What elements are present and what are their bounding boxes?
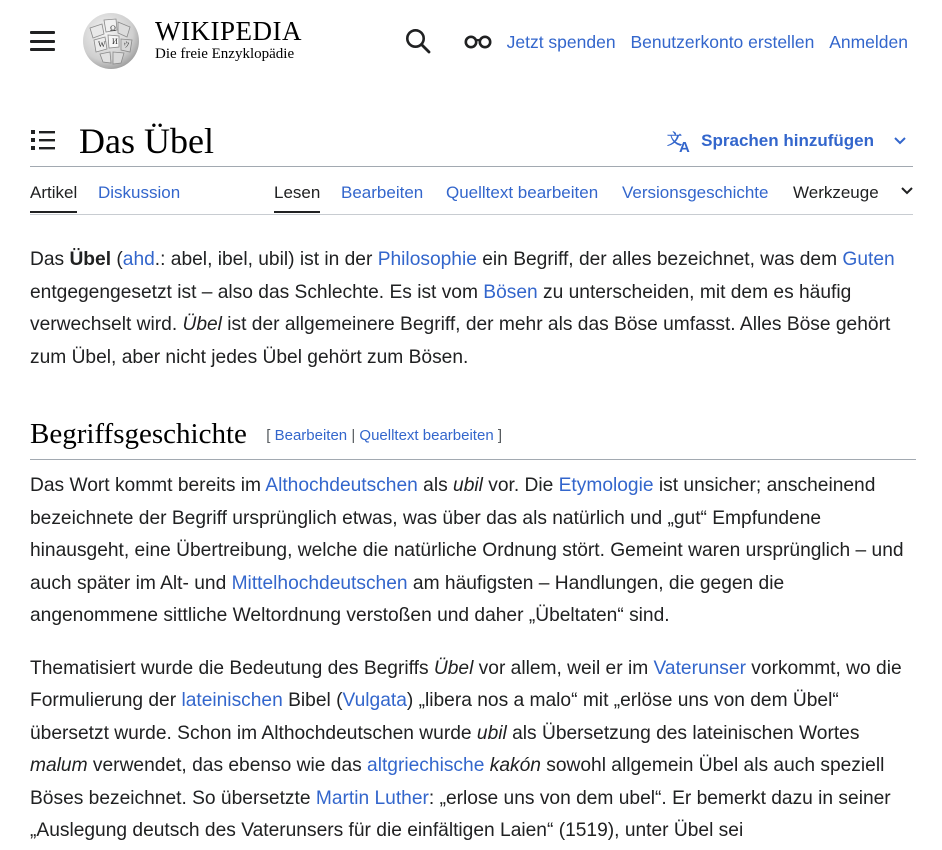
link-mittelhochdeutschen[interactable]: Mittelhochdeutschen [231, 572, 408, 594]
link-altgriechische[interactable]: altgriechische [367, 755, 485, 776]
tab-edit-source[interactable]: Quelltext bearbeiten [446, 183, 599, 202]
bracket: [ [266, 427, 271, 444]
tab-history[interactable]: Versionsgeschichte [622, 183, 769, 202]
italic-term: ubil [453, 475, 483, 496]
text: Thematisiert wurde die Bedeutung des Begriffs [30, 657, 434, 679]
intro-paragraph [30, 244, 916, 374]
section-edit-source-link[interactable]: Quelltext bearbeiten [359, 427, 494, 444]
text: zu unterscheiden, mit dem es häufig verwechselt wird. [30, 281, 852, 335]
page-tabs [30, 176, 913, 215]
link-vaterunser[interactable]: Vaterunser [653, 657, 746, 679]
text: ist unsicher; anscheinend bezeichnete der Begriff ursprünglich etwas, was über das als natürlich und „gut“ Empfundene hinausgeht, eine Übertreibung, welche die natürliche Ordnung stört. Gemeint waren ursprünglich – und auch später im Alt- und [30, 475, 904, 594]
link-ahd[interactable]: ahd [122, 249, 155, 270]
tab-article[interactable]: Artikel [30, 183, 78, 202]
site-header [0, 0, 942, 84]
link-guten[interactable]: Guten [842, 249, 895, 270]
login-link[interactable]: Anmelden [829, 32, 908, 52]
tab-edit[interactable]: Bearbeiten [341, 183, 424, 202]
text: am häufigsten – Handlungen, die gegen die angenommene sittliche Weltordnung verstoßen und daher „Übeltaten“ sind. [30, 572, 785, 626]
italic-term: ubil [476, 722, 507, 744]
add-languages-label: Sprachen hinzufügen [701, 131, 874, 150]
text: ein Begriff, der alles bezeichnet, was dem [476, 249, 843, 270]
section-edit-link[interactable]: Bearbeiten [274, 427, 348, 444]
text: vor allem, weil er im [473, 657, 654, 679]
add-languages-button[interactable] [667, 128, 914, 154]
text: ( [111, 249, 123, 270]
text: als Übersetzung des lateinischen Wortes [506, 722, 860, 744]
italic-term: Übel [433, 657, 474, 679]
paragraph-1 [30, 470, 916, 633]
bold-term: Übel [69, 249, 112, 270]
section-heading-row [30, 414, 916, 460]
link-althochdeutschen[interactable]: Althochdeutschen [265, 475, 418, 496]
title-divider [30, 166, 913, 167]
translate-icon [667, 129, 693, 153]
italic-term: Übel [182, 314, 222, 335]
text: Das [30, 249, 70, 270]
text: : „erlose uns von dem ubel“. Er bemerkt dazu in seiner „Auslegung deutsch des Vaterunsers für die einfältigen Laien“ (1519), unter Übel sei [30, 787, 891, 841]
hamburger-icon [30, 31, 55, 34]
bracket: ] [497, 427, 503, 444]
glasses-icon[interactable] [463, 29, 493, 53]
svg-text:A: A [679, 139, 690, 153]
article-body [30, 244, 916, 848]
tab-read[interactable]: Lesen [274, 183, 321, 202]
page-title: Das Übel [79, 121, 214, 161]
create-account-link[interactable]: Benutzerkonto erstellen [630, 32, 815, 52]
donate-link[interactable]: Jetzt spenden [506, 32, 616, 52]
text: als [417, 475, 454, 496]
text: sowohl allgemein Übel als auch speziell Böses bezeichnet. So übersetzte [30, 755, 885, 809]
link-martin-luther[interactable]: Martin Luther [315, 787, 429, 809]
text: Bibel ( [282, 690, 343, 711]
svg-text:文: 文 [667, 130, 683, 148]
text: Das Wort kommt bereits im [30, 475, 266, 496]
text: .: abel, ibel, ubil) ist in der [154, 249, 378, 270]
wikipedia-tagline: Die freie Enzyklopädie [155, 46, 295, 62]
chevron-down-icon [894, 137, 906, 145]
text: ) „libera nos a malo“ mit „erlöse uns von dem Übel“ übersetzt wurde. Schon im Althochdeutschen wurde [30, 690, 839, 744]
section-heading: Begriffsgeschichte [30, 418, 247, 450]
svg-text:Ω: Ω [110, 24, 116, 33]
wikipedia-wordmark[interactable]: WIKIPEDIA [155, 16, 302, 46]
svg-text:W: W [98, 40, 106, 49]
link-vulgata[interactable]: Vulgata [342, 690, 407, 711]
tools-menu[interactable]: Werkzeuge [793, 183, 879, 202]
paragraph-2 [30, 653, 916, 848]
link-etymologie[interactable]: Etymologie [558, 475, 654, 496]
section-edit-links [266, 427, 502, 444]
text: entgegengesetzt ist – also das Schlechte. Es ist vom [30, 281, 484, 303]
hamburger-icon-bar [30, 40, 55, 43]
italic-term: kakón [489, 755, 541, 776]
main-menu-button[interactable] [30, 31, 55, 51]
text: verwendet, das ebenso wie das [87, 755, 368, 776]
tab-discussion[interactable]: Diskussion [98, 183, 181, 202]
table-of-contents-icon[interactable] [30, 128, 56, 152]
wikipedia-globe-logo[interactable] [80, 12, 142, 70]
text: ist der allgemeinere Begriff, der mehr als das Böse umfasst. Alles Böse gehört zum Übel, aber nicht jedes Übel gehört zum Bösen. [30, 314, 891, 368]
svg-text:ウ: ウ [123, 41, 130, 49]
link-philosophie[interactable]: Philosophie [377, 249, 477, 270]
user-links [497, 31, 908, 53]
separator: | [351, 427, 356, 444]
text: vor. Die [482, 475, 559, 496]
svg-text:И: И [112, 37, 118, 46]
link-boesen[interactable]: Bösen [483, 281, 538, 303]
search-icon[interactable] [404, 27, 432, 55]
link-lateinischen[interactable]: lateinischen [181, 690, 283, 711]
text: vorkommt, wo die Formulierung der [30, 657, 902, 711]
hamburger-icon-bar [30, 48, 55, 51]
italic-term: malum [30, 755, 88, 776]
chevron-down-icon[interactable] [901, 187, 913, 195]
